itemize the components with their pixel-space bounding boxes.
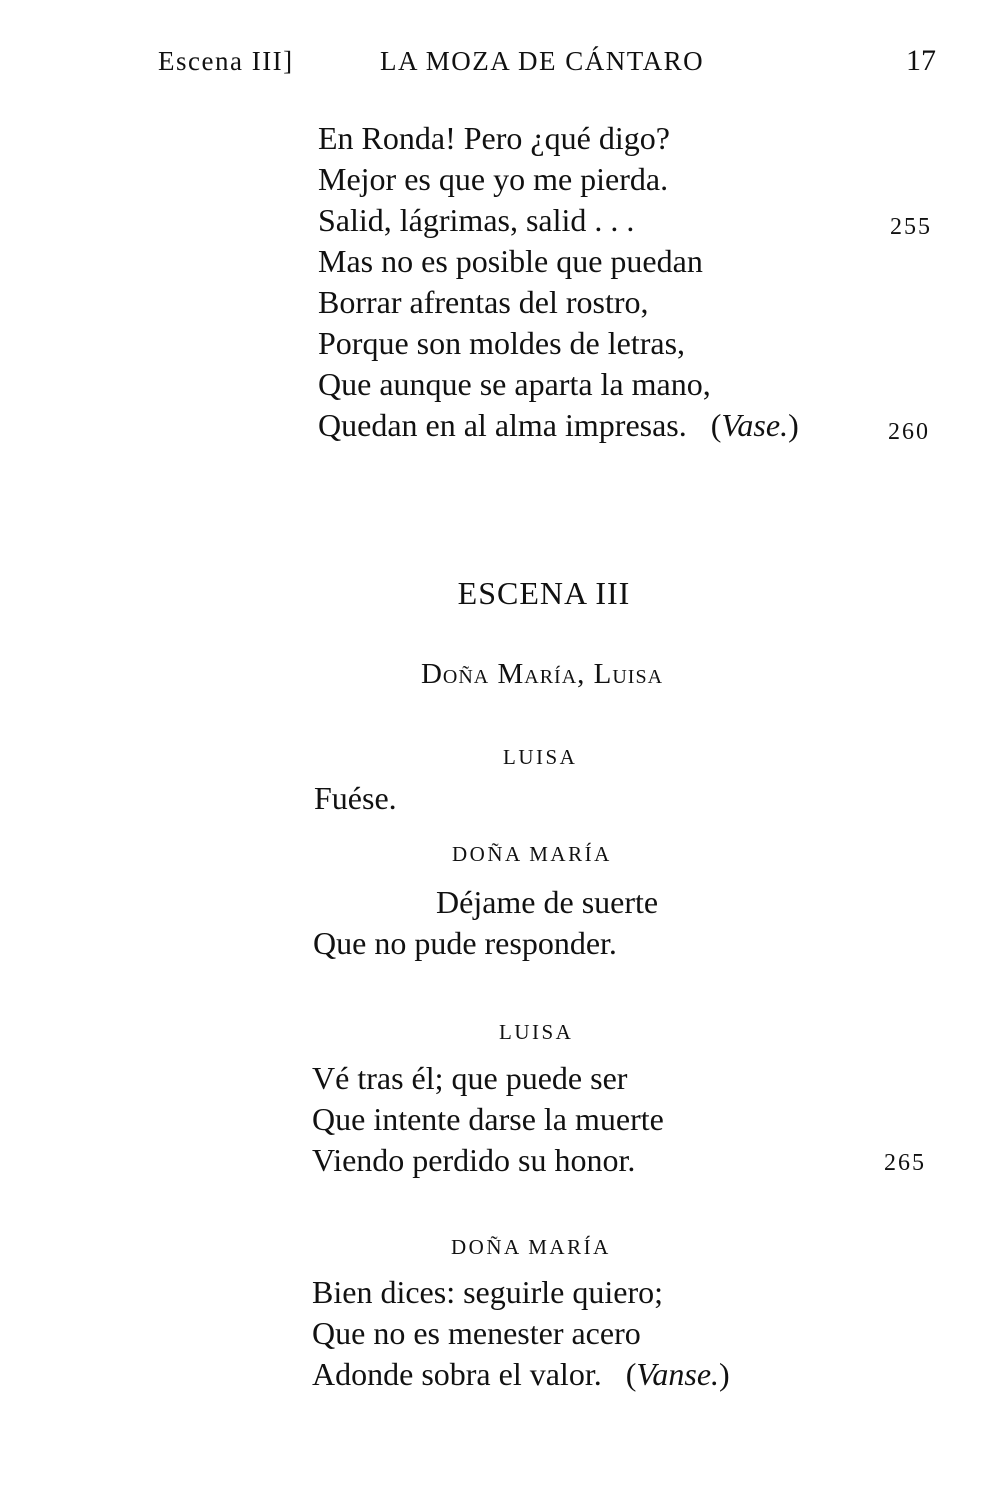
speech-line: Vé tras él; que puede ser: [312, 1060, 628, 1096]
speech-block: [312, 1272, 730, 1395]
verse-line: [318, 405, 799, 446]
line-number: 260: [888, 419, 930, 445]
speech-line: Fuése.: [314, 780, 397, 816]
speaker-name: LUISA: [503, 745, 578, 769]
line-number: 255: [890, 214, 932, 240]
speech-line: Déjame de suerte: [436, 884, 659, 920]
speaker-name: LUISA: [499, 1020, 574, 1044]
verse-line: En Ronda! Pero ¿qué digo?: [318, 120, 670, 156]
speech-line: Bien dices: seguirle quiero;: [312, 1274, 664, 1310]
speech-line: [312, 1354, 730, 1395]
verse-line: Borrar afrentas del rostro,: [318, 284, 649, 320]
speech-block: [312, 1058, 664, 1181]
speech-line: Que intente darse la muerte: [312, 1101, 664, 1137]
scene-title: ESCENA III: [457, 575, 631, 611]
line-number: 265: [884, 1150, 926, 1176]
verse-line: Que aunque se aparta la mano,: [318, 366, 711, 402]
speaker-name: DOÑA MARÍA: [451, 1235, 611, 1259]
running-header-title: LA MOZA DE CÁNTARO: [380, 46, 705, 76]
verse-line: Mejor es que yo me pierda.: [318, 161, 669, 197]
verse-line: Porque son moldes de letras,: [318, 325, 686, 361]
verse-line: Salid, lágrimas, salid . . .: [318, 202, 635, 238]
speech-line: Que no pude responder.: [313, 925, 617, 961]
running-header-scene: Escena III]: [158, 46, 294, 76]
speaker-name: DOÑA MARÍA: [452, 842, 612, 866]
speech-line: Viendo perdido su honor.: [312, 1142, 636, 1178]
page-number: 17: [906, 44, 936, 77]
scene-cast: Doña María, Luisa: [420, 658, 664, 690]
verse-line-text: Quedan en al alma impresas.: [318, 407, 687, 443]
opening-verse: [318, 118, 799, 446]
speech-line-text: Adonde sobra el valor.: [312, 1356, 602, 1392]
stage-direction: (Vase.): [710, 407, 799, 443]
stage-direction: (Vanse.): [625, 1356, 730, 1392]
speech-line: Que no es menester acero: [312, 1315, 641, 1351]
verse-line: Mas no es posible que puedan: [318, 243, 703, 279]
